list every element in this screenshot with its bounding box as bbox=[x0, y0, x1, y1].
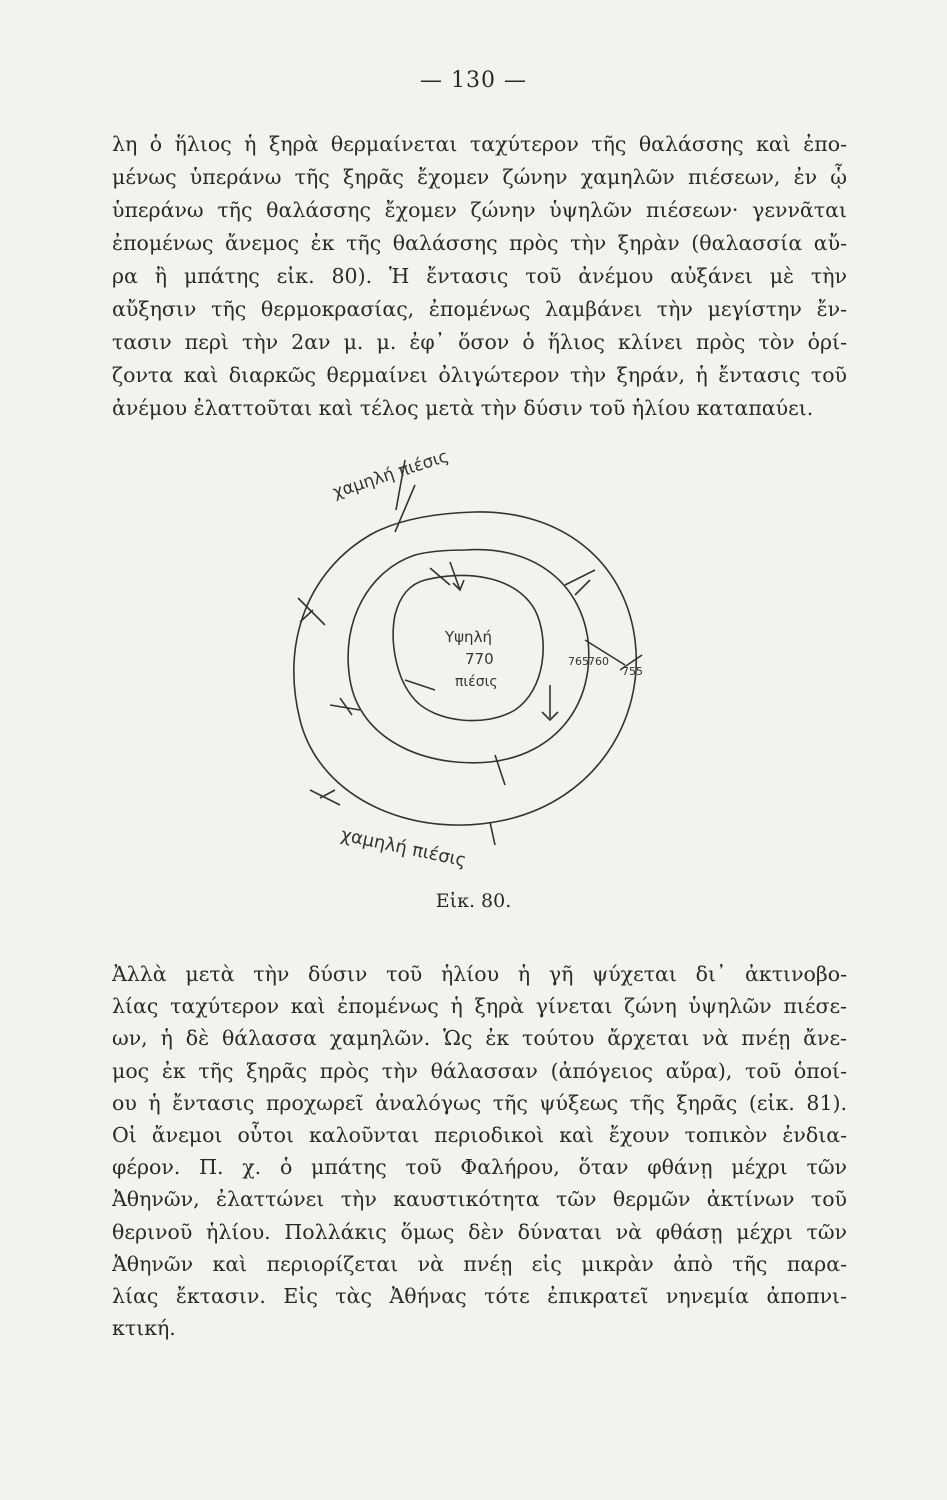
page-number: — 130 — bbox=[420, 68, 527, 93]
paragraph-1 bbox=[112, 128, 847, 425]
text-line: ων, ἡ δὲ θάλασσα χαμηλῶν. Ὡς ἐκ τούτου ἄρχεται νὰ πνέῃ ἄνε- bbox=[112, 1026, 847, 1051]
text-line: λίας ταχύτερον καὶ ἐπομένως ἡ ξηρὰ γίνεται ζώνη ὑψηλῶν πιέσε- bbox=[112, 994, 847, 1019]
figure-caption: Εἰκ. 80. bbox=[435, 890, 512, 912]
wind-arrow bbox=[320, 790, 335, 798]
text-line: ἀνέμου ἐλαττοῦται καὶ τέλος μετὰ τὴν δύσιν τοῦ ἡλίου καταπαύει. bbox=[112, 396, 814, 420]
text-line: μος ἐκ τῆς ξηρᾶς πρὸς τὴν θάλασσαν (ἀπόγειος αὔρα), τοῦ ὁποί- bbox=[112, 1058, 847, 1083]
text-line: ἐπομένως ἄνεμος ἐκ τῆς θαλάσσης πρὸς τὴν ξηρὰν (θαλασσία αὔ- bbox=[112, 231, 847, 255]
label-low-pressure-bottom: χαμηλή πιέσις bbox=[338, 824, 469, 872]
text-line: Ἀλλὰ μετὰ τὴν δύσιν τοῦ ἡλίου ἡ γῆ ψύχεται δι᾽ ἀκτινοβο- bbox=[112, 962, 847, 986]
label-pressure-center: πιέσις bbox=[455, 674, 498, 690]
wind-arrow bbox=[300, 610, 313, 622]
label-760: 760 bbox=[588, 655, 609, 668]
label-755: 755 bbox=[622, 665, 643, 678]
isobar-inner bbox=[393, 575, 543, 720]
text-line: ζοντα καὶ διαρκῶς θερμαίνει ὀλιγώτερον τὴν ξηράν, ἡ ἔντασις τοῦ bbox=[112, 363, 847, 387]
label-high: Υψηλή bbox=[445, 628, 492, 646]
isobar-diagram bbox=[250, 450, 700, 890]
text-line: Ἀθηνῶν καὶ περιορίζεται νὰ πνέῃ εἰς μικρὰν ἀπὸ τῆς παρα- bbox=[112, 1251, 847, 1276]
label-765: 765 bbox=[568, 655, 589, 668]
wind-arrow bbox=[490, 822, 495, 845]
wind-arrow bbox=[395, 485, 415, 532]
label-770: 770 bbox=[465, 650, 494, 668]
text-line: λη ὁ ἥλιος ἡ ξηρὰ θερμαίνεται ταχύτερον τῆς θαλάσσης καὶ ἐπο- bbox=[112, 132, 847, 156]
wind-arrow bbox=[310, 790, 340, 805]
text-line: Ἀθηνῶν, ἐλαττώνει τὴν καυστικότητα τῶν θερμῶν ἀκτίνων τοῦ bbox=[112, 1187, 847, 1212]
text-line: λίας ἔκτασιν. Εἰς τὰς Ἀθήνας τότε ἐπικρατεῖ νηνεμία ἀποπνι- bbox=[112, 1283, 847, 1308]
text-line: φέρον. Π. χ. ὁ μπάτης τοῦ Φαλήρου, ὅταν φθάνῃ μέχρι τῶν bbox=[112, 1155, 847, 1180]
wind-arrow bbox=[575, 580, 590, 595]
text-line: ρα ἢ μπάτης εἰκ. 80). Ἡ ἔντασις τοῦ ἀνέμου αὐξάνει μὲ τὴν bbox=[112, 264, 847, 288]
paragraph-2 bbox=[112, 958, 847, 1344]
text-line: τασιν περὶ τὴν 2αν μ. μ. ἐφ᾽ ὅσον ὁ ἥλιος κλίνει πρὸς τὸν ὁρί- bbox=[112, 330, 847, 354]
text-line: θερινοῦ ἡλίου. Πολλάκις ὅμως δὲν δύναται νὰ φθάσῃ μέχρι τῶν bbox=[112, 1219, 847, 1244]
text-line: ὑπεράνω τῆς θαλάσσης ἔχομεν ζώνην ὑψηλῶν πιέσεων· γεννᾶται bbox=[112, 198, 847, 222]
text-line: ου ἡ ἔντασις προχωρεῖ ἀναλόγως τῆς ψύξεως τῆς ξηρᾶς (εἰκ. 81). bbox=[112, 1090, 847, 1115]
wind-arrow bbox=[565, 570, 595, 585]
label-low-pressure-top: χαμηλή πιέσις bbox=[330, 450, 452, 503]
text-line: κτική. bbox=[112, 1316, 176, 1341]
isobar-outer bbox=[294, 512, 636, 825]
text-line: μένως ὑπεράνω τῆς ξηρᾶς ἔχομεν ζώνην χαμηλῶν πιέσεων, ἐν ᾧ bbox=[112, 165, 847, 189]
figure-isobar-diagram bbox=[250, 450, 700, 890]
text-line: Οἱ ἄνεμοι οὗτοι καλοῦνται περιοδικοὶ καὶ ἔχουν τοπικὸν ἐνδια- bbox=[112, 1122, 847, 1147]
wind-arrow bbox=[405, 680, 435, 690]
text-line: αὔξησιν τῆς θερμοκρασίας, ἐπομένως λαμβάνει τὴν μεγίστην ἔν- bbox=[112, 297, 847, 321]
